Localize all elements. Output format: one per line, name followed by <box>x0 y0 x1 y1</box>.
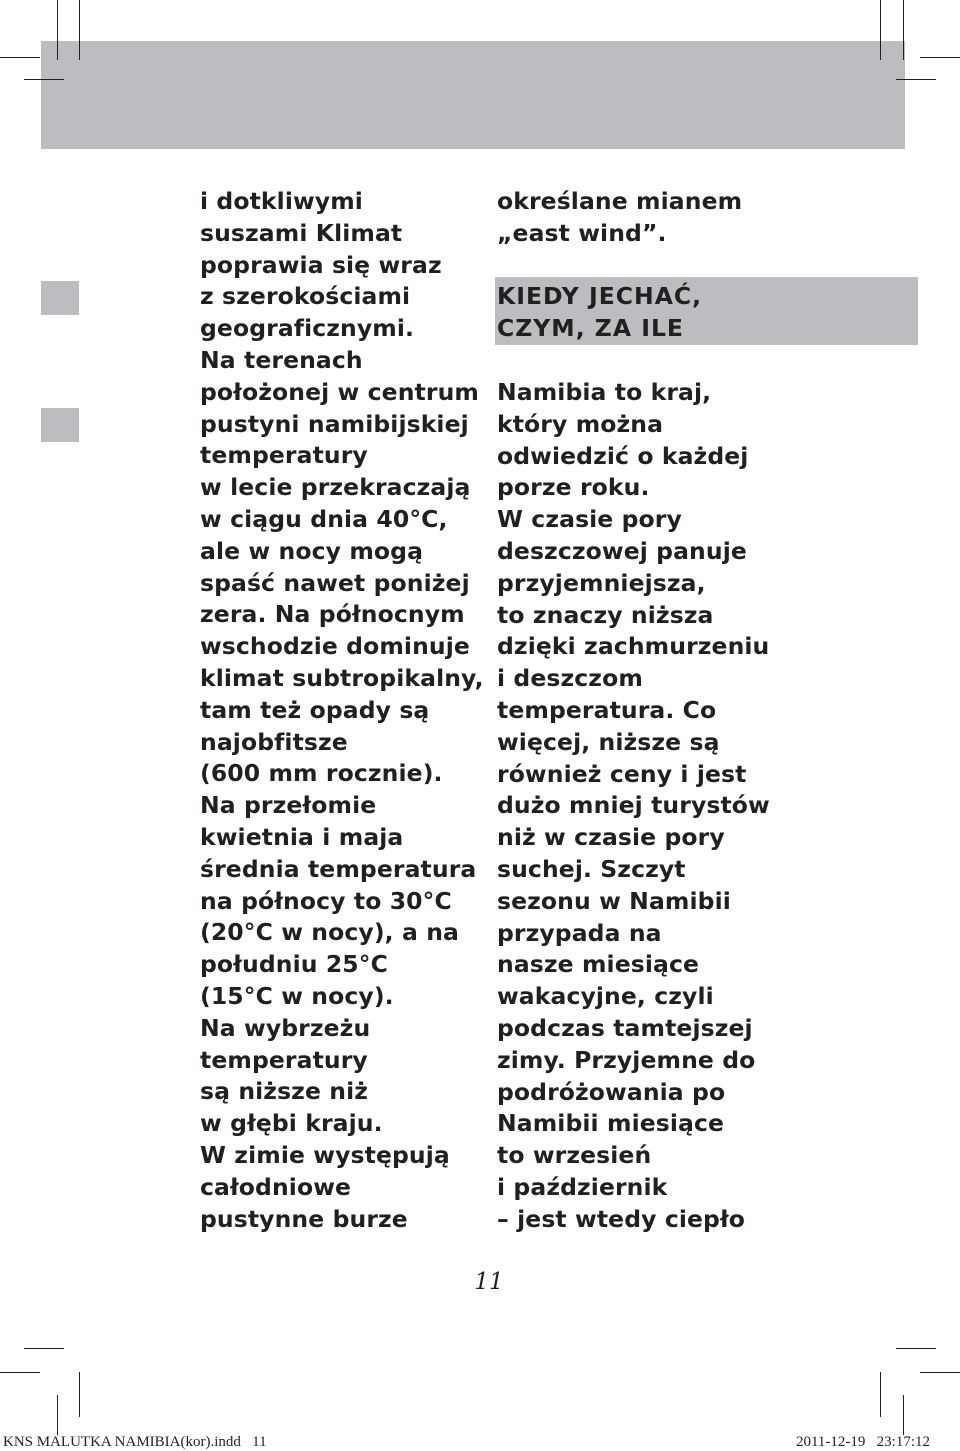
crop-mark <box>57 1395 58 1435</box>
section-heading-box <box>495 277 918 345</box>
right-column-body: Namibia to kraj, który można odwiedzić o każdej porze roku. W czasie pory deszczowej panuje przyjemniejsza, to znaczy niższa dzięki zachmurzeniu i deszczom temperatura. Co więcej, niższe są również ceny i jest dużo mniej turystów niż w czasie pory suchej. Szczyt sezonu w Namibii przypada na nasze miesiące wakacyjne, czyli podczas tamtejszej zimy. Przyjemne do podróżowania po Namibii miesiące to wrzesień i październik – jest wtedy ciepło <box>497 378 770 1233</box>
side-marker-2 <box>41 408 79 442</box>
crop-mark <box>24 1348 64 1349</box>
crop-mark <box>920 1372 960 1373</box>
crop-mark <box>79 0 80 60</box>
crop-mark <box>0 1372 40 1373</box>
right-column-intro: określane mianem „east wind”. <box>497 187 743 247</box>
crop-mark <box>0 57 40 58</box>
crop-mark <box>79 1372 80 1417</box>
crop-mark <box>24 79 64 80</box>
print-slug-timestamp: 2011-12-19 23:17:12 <box>795 1434 930 1450</box>
print-slug-file: KNS MALUTKA NAMIBIA(kor).indd 11 <box>3 1434 267 1450</box>
crop-mark <box>896 79 936 80</box>
crop-mark <box>880 0 881 60</box>
page-number: 11 <box>474 1269 504 1295</box>
header-band <box>41 41 905 149</box>
crop-mark <box>896 1348 936 1349</box>
section-heading: KIEDY JECHAĆ, CZYM, ZA ILE <box>497 282 703 342</box>
crop-mark <box>880 1372 881 1417</box>
left-column-text: i dotkliwymi suszami Klimat poprawia się wraz z szerokościami geograficznymi. Na terenach położonej w centrum pustyni namibijskiej temperatury w lecie przekraczają w ciągu dnia 40°C, ale w nocy mogą spaść nawet poniżej zera. Na północnym wschodzie dominuje klimat subtropikalny, tam też opady są najobfitsze (600 mm rocznie). Na przełomie kwietnia i maja średnia temperatura na północy to 30°C (20°C w nocy), a na południu 25°C (15°C w nocy). Na wybrzeżu temperatury są niższe niż w głębi kraju. W zimie występują całodniowe pustynne burze <box>200 187 484 1233</box>
side-marker-1 <box>41 281 79 315</box>
crop-mark <box>903 0 904 60</box>
crop-mark <box>57 0 58 60</box>
crop-mark <box>903 1395 904 1435</box>
crop-mark <box>920 57 960 58</box>
